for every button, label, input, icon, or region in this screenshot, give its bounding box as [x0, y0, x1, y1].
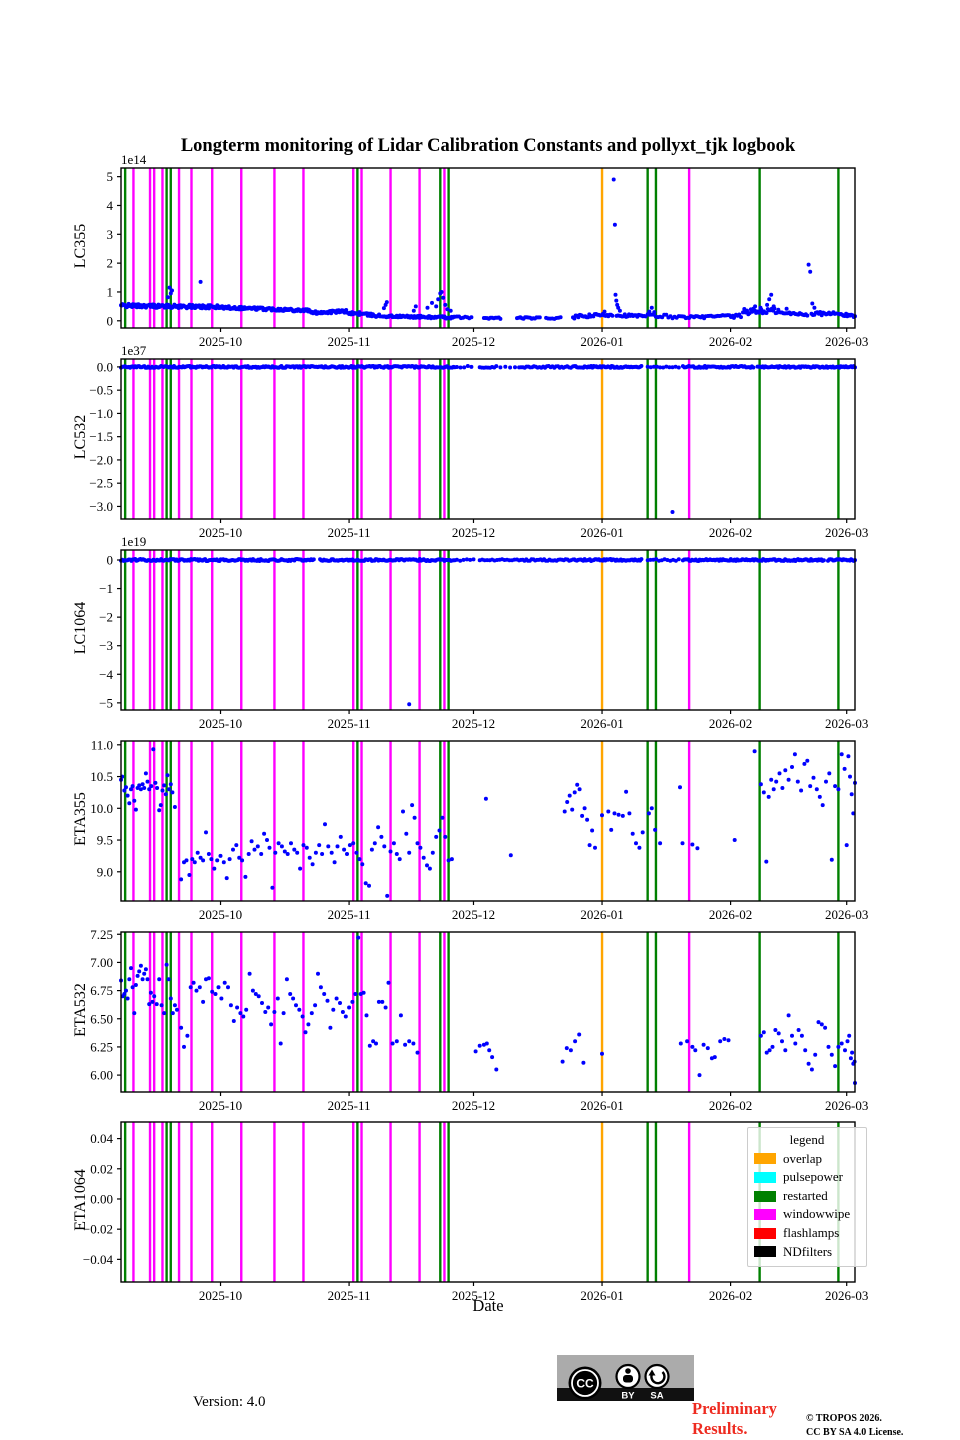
copyright-text: © TROPOS 2026. CC BY SA 4.0 License.	[806, 1413, 904, 1438]
cc-sa-icon	[646, 1365, 669, 1388]
y-tick-label: 0.00	[90, 1191, 113, 1207]
legend-item-overlap	[754, 1150, 860, 1169]
legend-label-ndfilters: NDfilters	[783, 1243, 833, 1259]
x-tick-label: 2025-10	[198, 1288, 243, 1303]
x-tick-label: 2025-10	[198, 907, 243, 922]
y-tick-label: 6.25	[90, 1039, 113, 1055]
y-axis-ticks	[90, 737, 121, 879]
chart-title: Longterm monitoring of Lidar Calibration Constants and pollyxt_tjk logbook	[180, 136, 796, 156]
panel-lc532	[89, 359, 868, 540]
x-tick-label: 2025-11	[327, 716, 371, 731]
x-tick-label: 2026-01	[580, 716, 624, 731]
x-tick-label: 2025-12	[451, 334, 496, 349]
x-axis-label: Date	[472, 1296, 504, 1315]
offset-label-1e14: 1e14	[121, 152, 147, 167]
legend-title: legend	[789, 1132, 825, 1147]
x-tick-label: 2026-03	[825, 1098, 869, 1113]
data-points	[119, 557, 857, 706]
y-tick-label: 0	[106, 313, 113, 329]
data-points	[119, 936, 857, 1085]
y-tick-label: −1	[99, 581, 113, 597]
x-tick-label: 2025-11	[327, 1288, 371, 1303]
x-tick-label: 2026-01	[580, 907, 624, 922]
panel-lc1064	[99, 550, 868, 731]
x-tick-label: 2025-12	[451, 716, 496, 731]
x-tick-label: 2025-10	[198, 1098, 243, 1113]
y-tick-label: 0.02	[90, 1161, 113, 1177]
x-tick-label: 2026-03	[825, 1288, 869, 1303]
x-tick-label: 2026-01	[580, 334, 624, 349]
legend-swatch-restarted	[754, 1191, 776, 1202]
x-tick-label: 2026-01	[580, 1098, 624, 1113]
x-tick-label: 2025-10	[198, 334, 243, 349]
y-axis-label-lc1064: LC1064	[72, 601, 89, 655]
y-tick-label: 10.5	[90, 769, 113, 785]
panel-border	[121, 168, 855, 328]
y-tick-label: −2.5	[89, 475, 113, 491]
y-axis-label-lc532: LC532	[72, 414, 89, 460]
cc-by-icon	[617, 1365, 640, 1388]
x-tick-label: 2026-02	[708, 716, 753, 731]
x-tick-label: 2026-01	[580, 1288, 624, 1303]
offset-label-1e19: 1e19	[121, 534, 147, 549]
event-lines	[125, 550, 838, 710]
x-tick-label: 2025-11	[327, 334, 371, 349]
legend-swatch-windowwipe	[754, 1209, 776, 1220]
x-tick-label: 2026-01	[580, 525, 624, 540]
data-points	[119, 747, 857, 898]
x-tick-label: 2026-02	[708, 525, 753, 540]
x-tick-label: 2025-10	[198, 525, 243, 540]
x-axis-ticks	[199, 328, 869, 349]
cc-license-badge	[557, 1355, 695, 1402]
y-axis-label-lc355: LC355	[72, 223, 89, 269]
panel-eta532	[90, 927, 868, 1113]
x-tick-label: 2026-02	[708, 1098, 753, 1113]
panel-eta355	[90, 737, 868, 922]
panel-border	[121, 741, 855, 901]
x-tick-label: 2025-12	[451, 1288, 496, 1303]
y-axis-ticks	[107, 169, 122, 328]
x-axis-ticks	[199, 901, 869, 922]
offset-label-1e37: 1e37	[121, 343, 147, 358]
x-tick-label: 2026-03	[825, 334, 869, 349]
y-tick-label: 1	[106, 284, 113, 300]
legend-swatch-ndfilters	[754, 1246, 776, 1257]
y-tick-label: −0.5	[89, 382, 113, 398]
event-lines	[125, 1122, 838, 1282]
x-tick-label: 2026-03	[825, 907, 869, 922]
legend-item-restarted	[754, 1187, 860, 1206]
event-lines	[125, 741, 838, 901]
y-tick-label: −5	[99, 695, 113, 711]
legend-swatch-flashlamps	[754, 1228, 776, 1239]
y-axis-ticks	[89, 359, 121, 514]
y-tick-label: 11.0	[90, 737, 113, 753]
x-tick-label: 2025-11	[327, 907, 371, 922]
y-tick-label: 2	[106, 255, 113, 271]
y-tick-label: 4	[106, 197, 113, 213]
y-tick-label: 10.0	[90, 800, 113, 816]
x-tick-label: 2026-02	[708, 334, 753, 349]
x-tick-label: 2026-03	[825, 716, 869, 731]
x-tick-label: 2025-11	[327, 1098, 371, 1113]
y-tick-label: 6.50	[90, 1011, 113, 1027]
legend-label-flashlamps: flashlamps	[783, 1224, 840, 1240]
legend-item-ndfilters	[754, 1243, 860, 1262]
legend-swatch-overlap	[754, 1153, 776, 1164]
data-points	[119, 364, 857, 514]
panel-border	[121, 1122, 855, 1282]
panel-border	[121, 359, 855, 519]
y-tick-label: 0.04	[90, 1131, 113, 1147]
legend	[747, 1127, 867, 1267]
y-tick-label: 9.0	[96, 864, 113, 880]
legend-label-pulsepower: pulsepower	[783, 1169, 843, 1185]
x-axis-ticks	[199, 1092, 869, 1113]
legend-label-windowwipe: windowwipe	[783, 1206, 851, 1222]
y-axis-label-eta1064: ETA1064	[72, 1169, 89, 1231]
x-tick-label: 2026-03	[825, 525, 869, 540]
legend-item-pulsepower	[754, 1168, 860, 1187]
y-tick-label: 6.75	[90, 983, 113, 999]
y-tick-label: 0.0	[96, 359, 113, 375]
x-tick-label: 2025-12	[451, 1098, 496, 1113]
y-axis-label-eta532: ETA532	[72, 983, 89, 1037]
y-tick-label: 9.5	[96, 832, 113, 848]
cc-logo-icon	[569, 1367, 602, 1400]
y-tick-label: −2	[99, 609, 113, 625]
panel-border	[121, 932, 855, 1092]
data-points	[119, 178, 857, 321]
y-tick-label: 0	[106, 552, 113, 568]
panel-border	[121, 550, 855, 710]
y-tick-label: −3.0	[89, 498, 113, 514]
svg-text:CC: CC	[576, 1376, 594, 1391]
y-tick-label: 3	[106, 226, 113, 242]
y-axis-ticks	[90, 927, 121, 1083]
y-tick-label: 7.00	[90, 954, 113, 970]
y-tick-label: −0.04	[82, 1251, 113, 1267]
y-tick-label: −2.0	[89, 452, 113, 468]
event-lines	[125, 359, 838, 519]
y-tick-label: 6.00	[90, 1067, 113, 1083]
legend-item-windowwipe	[754, 1205, 860, 1224]
legend-item-flashlamps	[754, 1224, 860, 1243]
x-tick-label: 2025-10	[198, 716, 243, 731]
x-tick-label: 2025-11	[327, 525, 371, 540]
panel-lc355	[107, 168, 869, 349]
y-tick-label: −1.0	[89, 405, 113, 421]
legend-swatch-pulsepower	[754, 1172, 776, 1183]
x-axis-ticks	[199, 519, 869, 540]
x-axis-ticks	[199, 710, 869, 731]
legend-label-restarted: restarted	[783, 1187, 828, 1203]
y-axis-ticks	[99, 553, 121, 711]
version-text: Version: 4.0	[193, 1394, 266, 1410]
event-lines	[125, 932, 838, 1092]
y-tick-label: −3	[99, 638, 113, 654]
preliminary-results-text: Preliminary Results.	[692, 1399, 777, 1438]
cc-sa-label: SA	[650, 1390, 664, 1402]
y-tick-label: 5	[106, 169, 113, 185]
legend-label-overlap: overlap	[783, 1150, 822, 1166]
x-tick-label: 2025-12	[451, 525, 496, 540]
x-tick-label: 2026-02	[708, 907, 753, 922]
y-tick-label: −4	[99, 666, 113, 682]
y-axis-label-eta355: ETA355	[72, 792, 89, 846]
cc-by-label: BY	[621, 1390, 635, 1402]
y-tick-label: 7.25	[90, 926, 113, 942]
x-tick-label: 2025-12	[451, 907, 496, 922]
y-tick-label: −1.5	[89, 429, 113, 445]
event-lines	[125, 168, 838, 328]
y-tick-label: −0.02	[82, 1221, 113, 1237]
x-tick-label: 2026-02	[708, 1288, 753, 1303]
